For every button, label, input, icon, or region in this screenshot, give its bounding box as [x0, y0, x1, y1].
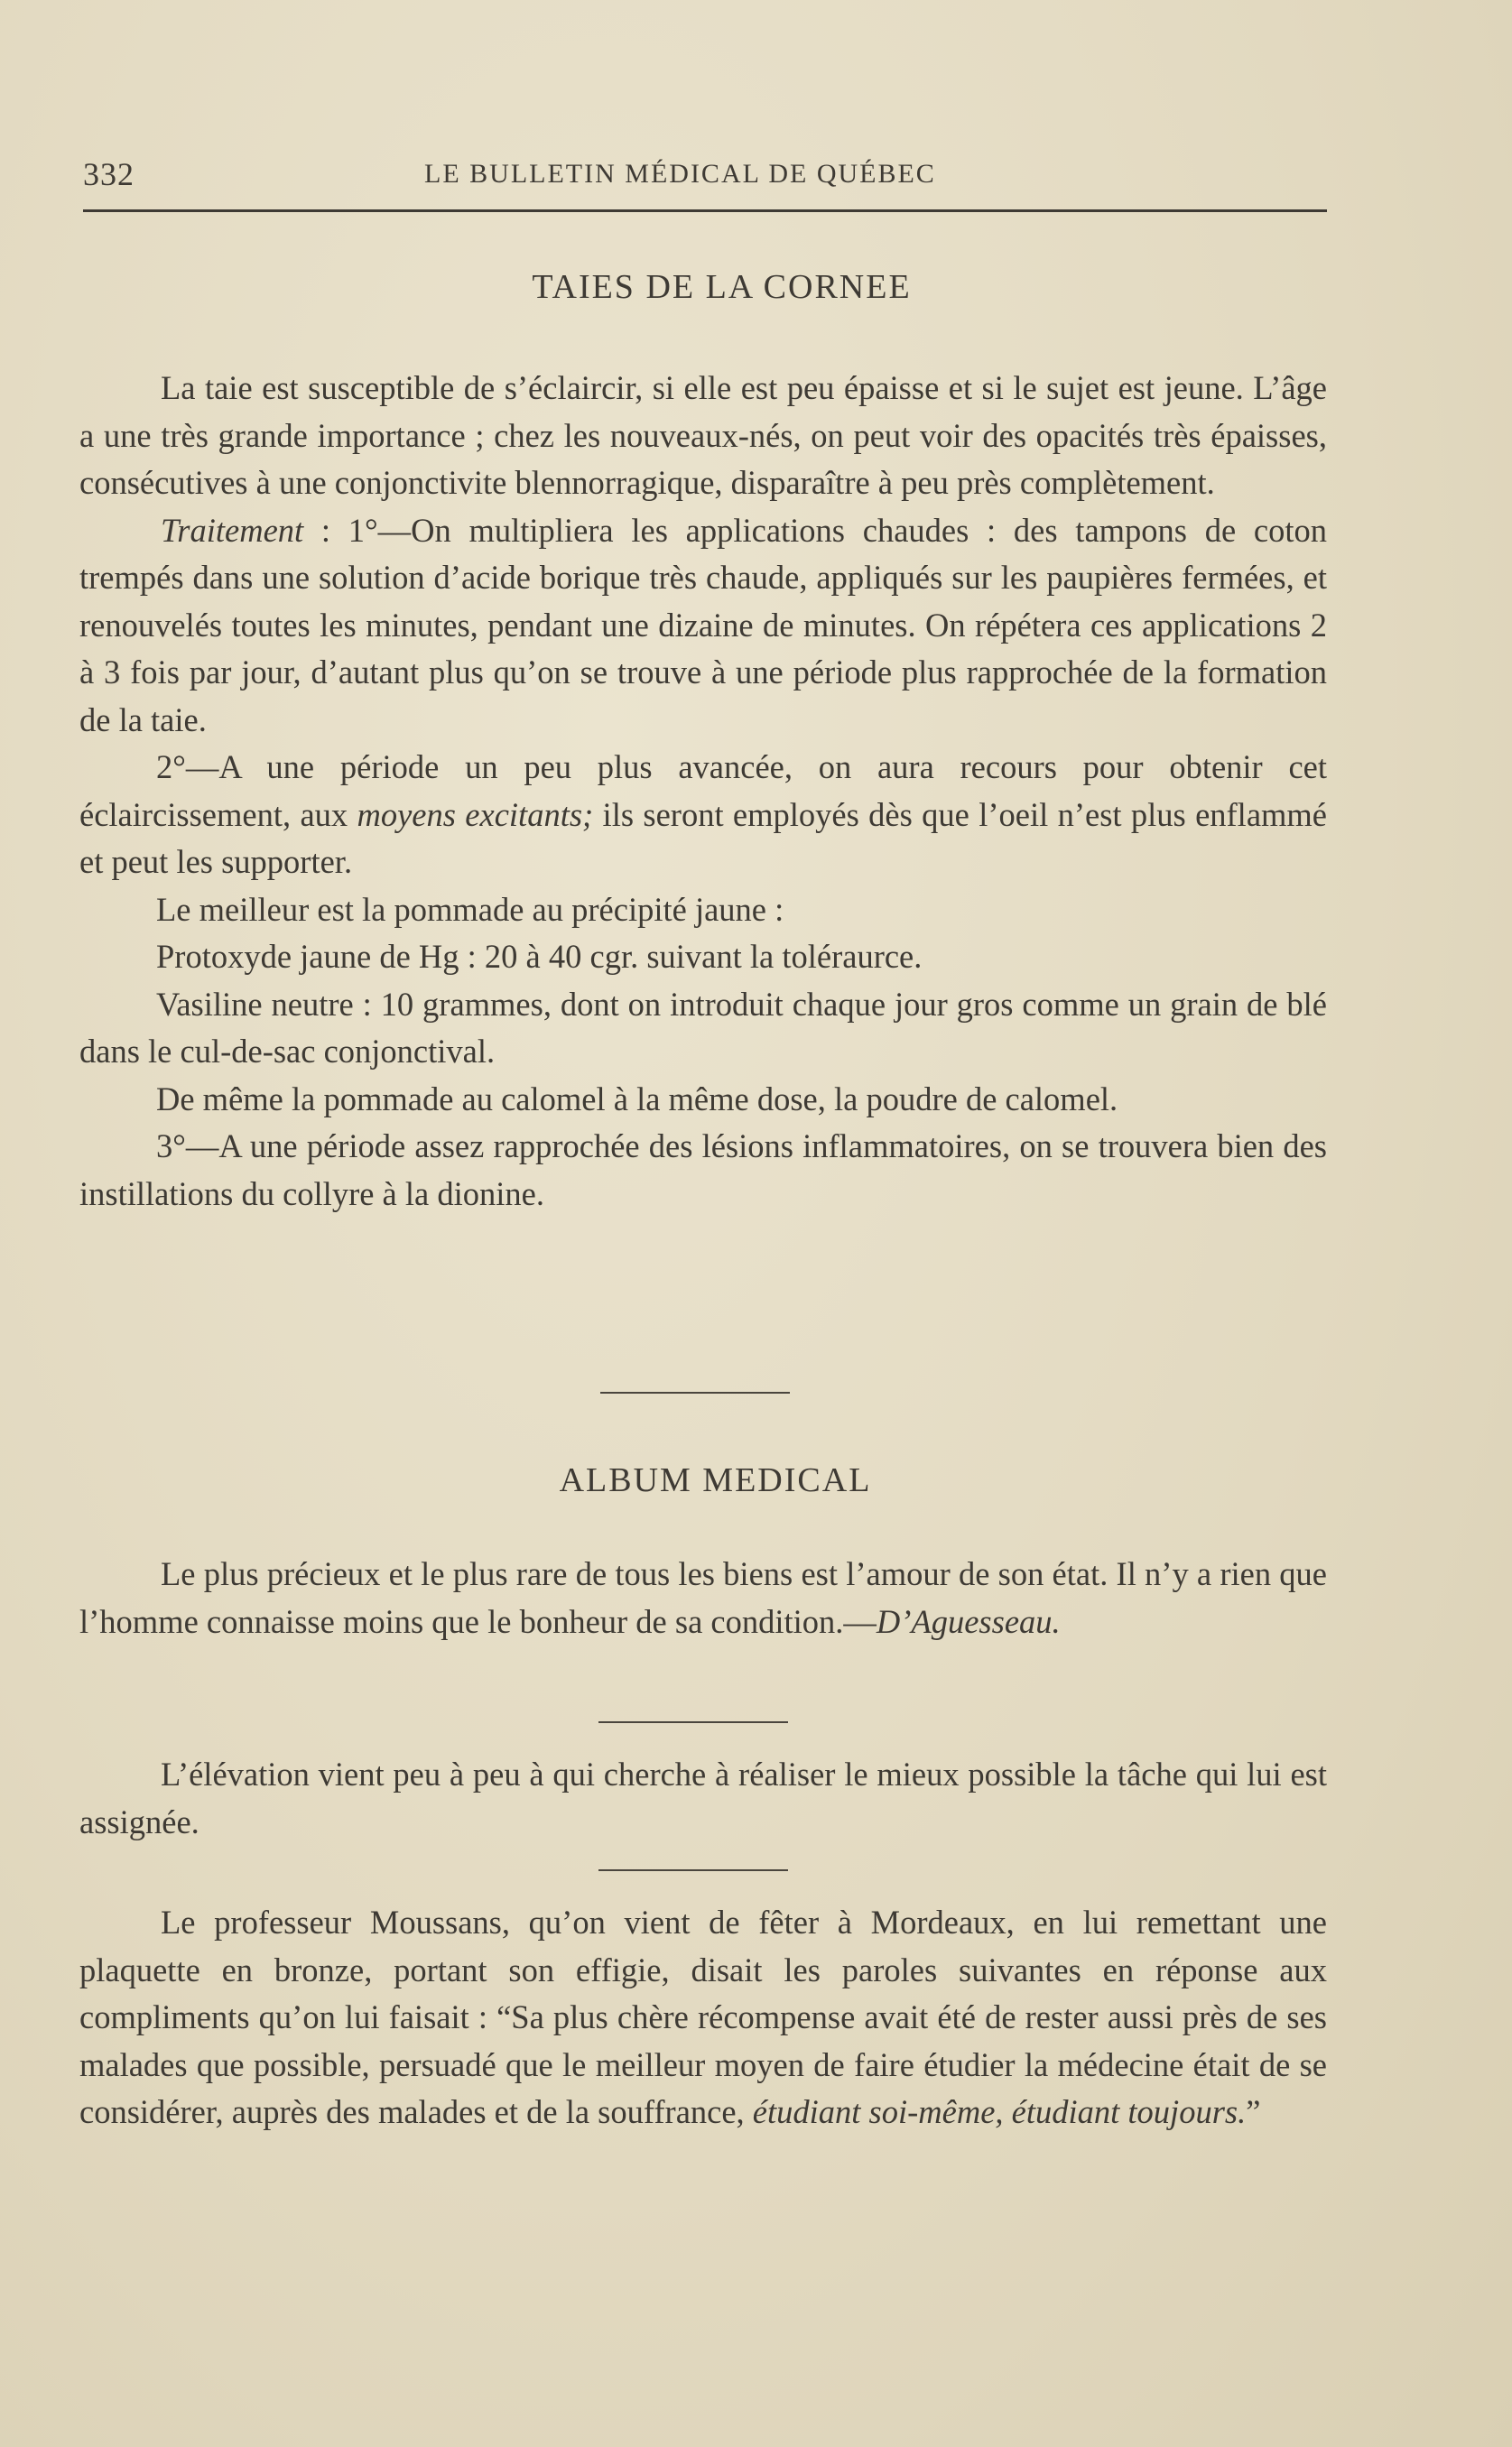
paragraph-pommade: Le meilleur est la pommade au précipité jaune : — [156, 890, 784, 928]
traitement-label: Traitement — [161, 511, 304, 549]
traitement-text: : 1°—On multipliera les applications chaudes : des tampons de coton trempés dans une solution d’acide borique très chaude, appliqués sur les paupières fermées, et renouvelés toutes les minutes, pendant une dizaine de minutes. On répétera ces applications 2 à 3 fois par jour, d’autant plus qu’on se trouve à une période plus rapprochée de la formation de la taie. — [79, 511, 1327, 738]
section-title-album: ALBUM MEDICAL — [559, 1461, 872, 1499]
quote-moussans-text — [79, 1899, 1327, 2136]
paragraph-calomel: De même la pommade au calomel à la même dose, la poudre de calomel. — [156, 1080, 1118, 1117]
quote-separator-2 — [598, 1869, 788, 1871]
running-title: LE BULLETIN MÉDICAL DE QUÉBEC — [424, 159, 936, 189]
page-header — [83, 152, 1327, 206]
step-2-emphasis: moyens excitants; — [357, 795, 594, 833]
paragraph-step-3: 3°—A une période assez rapprochée des lésions inflammatoires, on se trouvera bien des instillations du collyre à la dionine. — [79, 1127, 1327, 1212]
paragraph-step-2 — [79, 744, 1327, 886]
quote-1-author: D’Aguesseau. — [876, 1602, 1061, 1640]
quote-aguesseau — [79, 1551, 1327, 1645]
section-separator — [600, 1392, 790, 1394]
header-rule — [83, 209, 1327, 212]
quote-elevation-text: L’élévation vient peu à peu à qui cherche à réaliser le mieux possible la tâche qui lui est assignée. — [79, 1756, 1327, 1840]
quote-3-close: ” — [1246, 2093, 1261, 2130]
quote-3-emphasis: étudiant soi-même, étudiant toujours. — [752, 2093, 1247, 2130]
quote-aguesseau-text — [79, 1551, 1327, 1645]
paragraph-traitement — [79, 507, 1327, 745]
quote-moussans — [79, 1899, 1327, 2136]
section-title-taies: TAIES DE LA CORNEE — [532, 268, 912, 306]
article-taies-body — [79, 365, 1327, 1218]
quote-separator-1 — [598, 1721, 788, 1723]
step-2-b: ils seront employés dès que l’oeil n’est plus enflammé et peut les supporter. — [79, 795, 1328, 880]
step-2-a: 2°—A une période un peu plus avancée, on aura recours pour obtenir cet éclaircissement, aux — [79, 748, 1327, 833]
paragraph-protoxyde: Protoxyde jaune de Hg : 20 à 40 cgr. suivant la toléraurce. — [156, 938, 923, 975]
paragraph-intro: La taie est susceptible de s’éclaircir, si elle est peu épaisse et si le sujet est jeune. L’âge a une très grande importance ; chez les nouveaux-nés, on peut voir des opacités très épaisses, consécutives à une conjonctivite blennorragique, disparaître à peu près complètement. — [79, 369, 1327, 501]
quote-elevation — [79, 1751, 1327, 1846]
quote-3-body: Le professeur Moussans, qu’on vient de fêter à Mordeaux, en lui remettant une plaquette en bronze, portant son effigie, disait les paroles suivantes en réponse aux compliments qu’on lui faisait : “Sa plus chère récompense avait été de rester aussi près de ses malades que possible, persuadé que le meilleur moyen de faire étudier la médecine était de se considérer, auprès des malades et de la souffrance, — [79, 1904, 1327, 2130]
page-number: 332 — [83, 156, 135, 192]
quote-1-body: Le plus précieux et le plus rare de tous les biens est l’amour de son état. Il n’y a rien que l’homme connaisse moins que le bonheur de sa condition.— — [79, 1555, 1327, 1640]
paragraph-vasiline: Vasiline neutre : 10 grammes, dont on introduit chaque jour gros comme un grain de blé dans le cul-de-sac conjonctival. — [79, 985, 1327, 1070]
